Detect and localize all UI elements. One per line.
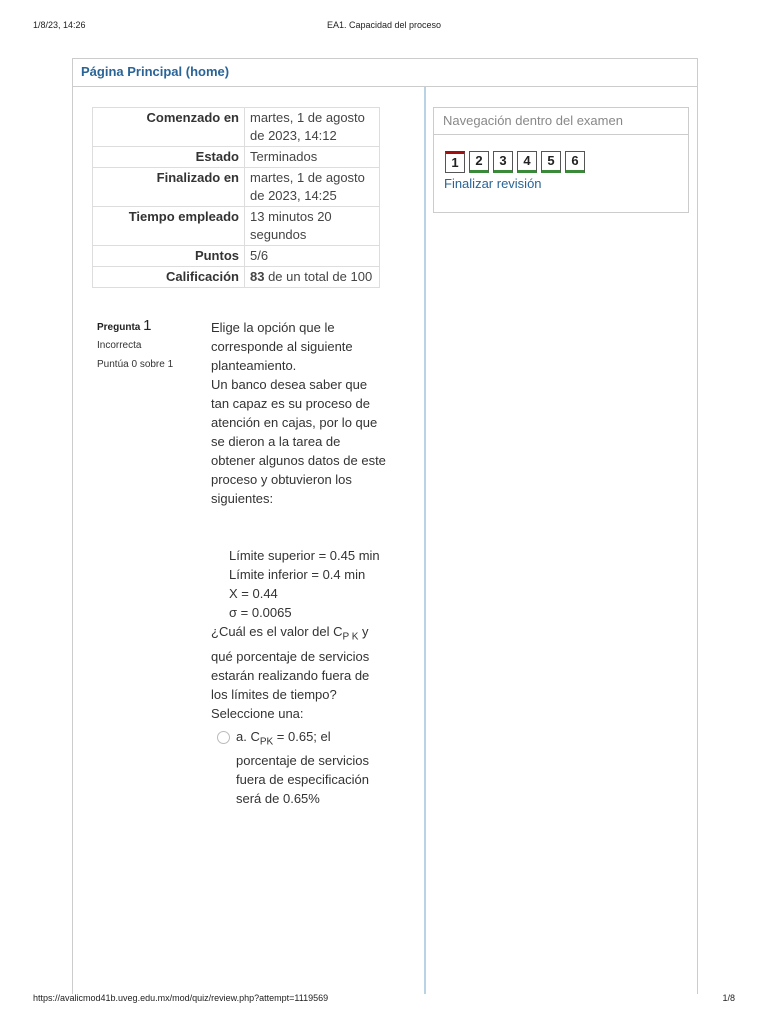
summary-value: martes, 1 de agosto de 2023, 14:25 (245, 168, 380, 207)
question-number (97, 317, 207, 334)
summary-row (93, 246, 380, 267)
summary-row (93, 267, 380, 288)
question-label: Pregunta (97, 322, 141, 333)
ask-pre: ¿Cuál es el valor del C (211, 624, 343, 639)
summary-key: Tiempo empleado (93, 207, 245, 246)
quiz-navigation (433, 107, 689, 213)
option-a-sub: PK (259, 736, 274, 748)
summary-value: Terminados (245, 147, 380, 168)
print-page: 1/8 (722, 993, 735, 1003)
print-url: https://avalicmod41b.uveg.edu.mx/mod/quiz/review.php?attempt=1119569 (33, 993, 329, 1003)
ask-post: y qué porcentaje de servicios estarán realizando fuera de los límites de tiempo? (211, 624, 370, 702)
question-button-2[interactable]: 2 (469, 151, 489, 173)
answer-option-a[interactable] (211, 727, 386, 809)
summary-key: Finalizado en (93, 168, 245, 207)
question-info (97, 317, 207, 370)
ask-sub: P K (342, 631, 359, 643)
limit-lower: Límite inferior = 0.4 min (229, 567, 366, 582)
option-a-post: = 0.65; el porcentaje de servicios fuera de especificación será de 0.65% (236, 728, 369, 807)
print-date: 1/8/23, 14:26 (33, 20, 86, 30)
quiz-navigation-title: Navegación dentro del examen (434, 108, 688, 135)
question-button-3[interactable]: 3 (493, 151, 513, 173)
page-frame (72, 58, 698, 994)
summary-key: Estado (93, 147, 245, 168)
summary-row (93, 168, 380, 207)
question-ask (211, 622, 386, 704)
summary-row (93, 207, 380, 246)
question-button-6[interactable]: 6 (565, 151, 585, 173)
grade-total: de un total de 100 (264, 269, 373, 284)
grade-value: 83 (250, 269, 265, 284)
summary-value: 13 minutos 20 segundos (245, 207, 380, 246)
question-intro: Elige la opción que le corresponde al siguiente planteamiento. (211, 320, 353, 373)
summary-value: martes, 1 de agosto de 2023, 14:12 (245, 108, 380, 147)
attempt-summary-table (92, 107, 380, 288)
summary-row (93, 108, 380, 147)
navbar (73, 59, 697, 87)
summary-key: Comenzado en (93, 108, 245, 147)
question-problem: Un banco desea saber que tan capaz es su proceso de atención en cajas, por lo que se dieron a la tarea de obtener algunos datos de este proceso y obtuvieron los siguientes: (211, 377, 386, 506)
summary-value (245, 267, 380, 288)
summary-value: 5/6 (245, 246, 380, 267)
home-link[interactable]: Página Principal (home) (81, 64, 230, 79)
print-title: EA1. Capacidad del proceso (326, 20, 442, 30)
question-button-4[interactable]: 4 (517, 151, 537, 173)
select-label: Seleccione una: (211, 705, 304, 721)
question-state: Incorrecta (97, 340, 142, 351)
question-button-5[interactable]: 5 (541, 151, 561, 173)
column-divider (424, 87, 426, 994)
question-text (211, 318, 386, 808)
finish-review-link[interactable]: Finalizar revisión (444, 176, 542, 191)
option-a-pre: a. C (236, 728, 260, 744)
question-buttons (445, 151, 589, 173)
sigma-value: σ = 0.0065 (229, 605, 292, 620)
summary-row (93, 147, 380, 168)
option-a-text (236, 727, 386, 809)
radio-a[interactable] (217, 731, 230, 744)
question-num: 1 (143, 317, 152, 334)
summary-key: Calificación (93, 267, 245, 288)
mean-value: X = 0.44 (229, 586, 278, 601)
question-grade: Puntúa 0 sobre 1 (97, 359, 174, 370)
question-button-1[interactable]: 1 (445, 151, 465, 173)
limits-list (229, 546, 386, 622)
limit-upper: Límite superior = 0.45 min (229, 548, 380, 563)
summary-key: Puntos (93, 246, 245, 267)
